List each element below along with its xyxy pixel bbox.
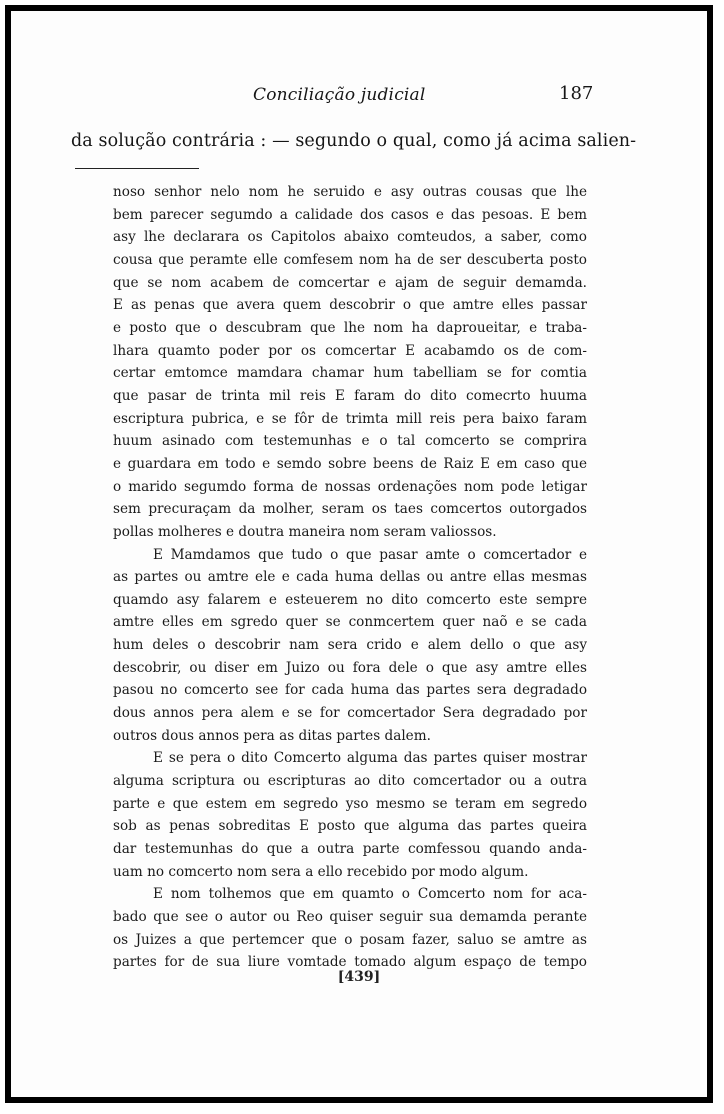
text-line: e posto que o descubram que lhe nom ha daproueitar, e traba- xyxy=(113,319,587,336)
text-line: as partes ou amtre ele e cada huma dellas ou antre ellas mesmas xyxy=(113,569,587,586)
text-line: escriptura pubrica, e se fôr de trimta mill reis pera baixo faram xyxy=(113,410,587,427)
text-line: parte e que estem em segredo yso mesmo se teram em segredo xyxy=(113,795,587,812)
footnote-rule xyxy=(75,168,199,169)
text-line: cousa que peramte elle comfesem nom ha de ser descuberta posto xyxy=(113,251,587,268)
text-line: uam no comcerto nom sera a ello recebido por modo algum. xyxy=(113,863,529,880)
text-line: bado que see o autor ou Reo quiser seguir sua demamda perante xyxy=(113,909,587,925)
book-page xyxy=(5,5,713,1103)
text-line: o marido segumdo forma de nossas ordenações nom pode letigar xyxy=(113,478,587,495)
text-line: hum deles o descobrir nam sera crido e alem dello o que asy xyxy=(113,637,587,654)
text-line: lhara quamto poder por os comcertar E acabamdo os de com- xyxy=(113,342,587,359)
continuation-line: da solução contrária : — segundo o qual, como já acima salien- xyxy=(71,131,637,151)
page-number: 187 xyxy=(559,83,594,104)
text-line: certar emtomce mamdara chamar hum tabelliam se for comtia xyxy=(113,365,587,382)
text-line: outros dous annos pera as ditas partes dalem. xyxy=(113,727,431,744)
text-line: pollas molheres e doutra maneira nom seram valiossos. xyxy=(113,523,497,540)
text-line: E nom tolhemos que em quamto o Comcerto nom for aca- xyxy=(153,886,587,903)
text-line: E Mamdamos que tudo o que pasar amte o comcertador e xyxy=(153,546,587,563)
text-line: os Juizes a que pertemcer que o posam fazer, saluo se amtre as xyxy=(113,931,587,948)
text-line: noso senhor nelo nom he seruido e asy outras cousas que lhe xyxy=(113,184,587,200)
page-header xyxy=(11,83,707,113)
text-line: dous annos pera alem e se for comcertador Sera degradado por xyxy=(113,705,587,722)
text-line: amtre elles em sgredo quer se conmcertem quer naõ e se cada xyxy=(113,614,587,631)
folio-number: [439] xyxy=(337,969,381,985)
text-line: bem parecer segumdo a calidade dos casos e das pesoas. E bem xyxy=(113,206,587,223)
text-line: E as penas que avera quem descobrir o que amtre elles passar xyxy=(113,297,587,314)
text-line: asy lhe declarara os Capitolos abaixo comteudos, a saber, como xyxy=(113,229,587,246)
running-title: Conciliação judicial xyxy=(253,85,426,105)
text-line: E se pera o dito Comcerto alguma das partes quiser mostrar xyxy=(153,750,587,767)
text-line: pasou no comcerto see for cada huma das partes sera degradado xyxy=(113,682,587,699)
text-line: sem precuraçam da molher, seram os taes comcertos outorgados xyxy=(113,501,587,518)
text-line: dar testemunhas do que a outra parte comfessou quando anda- xyxy=(113,841,587,858)
text-line: quamdo asy falarem e esteuerem no dito comcerto este sempre xyxy=(113,591,587,608)
text-line: sob as penas sobreditas E posto que alguma das partes queira xyxy=(113,818,587,835)
text-line: partes for de sua liure vomtade tomado algum espaço de tempo xyxy=(113,954,587,971)
text-line: que se nom acabem de comcertar e ajam de seguir demamda. xyxy=(113,274,587,291)
quoted-document-text xyxy=(113,181,587,974)
text-line: e guardara em todo e semdo sobre beens de Raiz E em caso que xyxy=(113,455,587,472)
text-line: huum asinado com testemunhas e o tal comcerto se comprira xyxy=(113,433,587,450)
text-line: que pasar de trinta mil reis E faram do dito comecrto huuma xyxy=(113,387,587,404)
text-line: alguma scriptura ou escripturas ao dito comcertador ou a outra xyxy=(113,773,587,790)
text-line: descobrir, ou diser em Juizo ou fora dele o que asy amtre elles xyxy=(113,659,587,676)
